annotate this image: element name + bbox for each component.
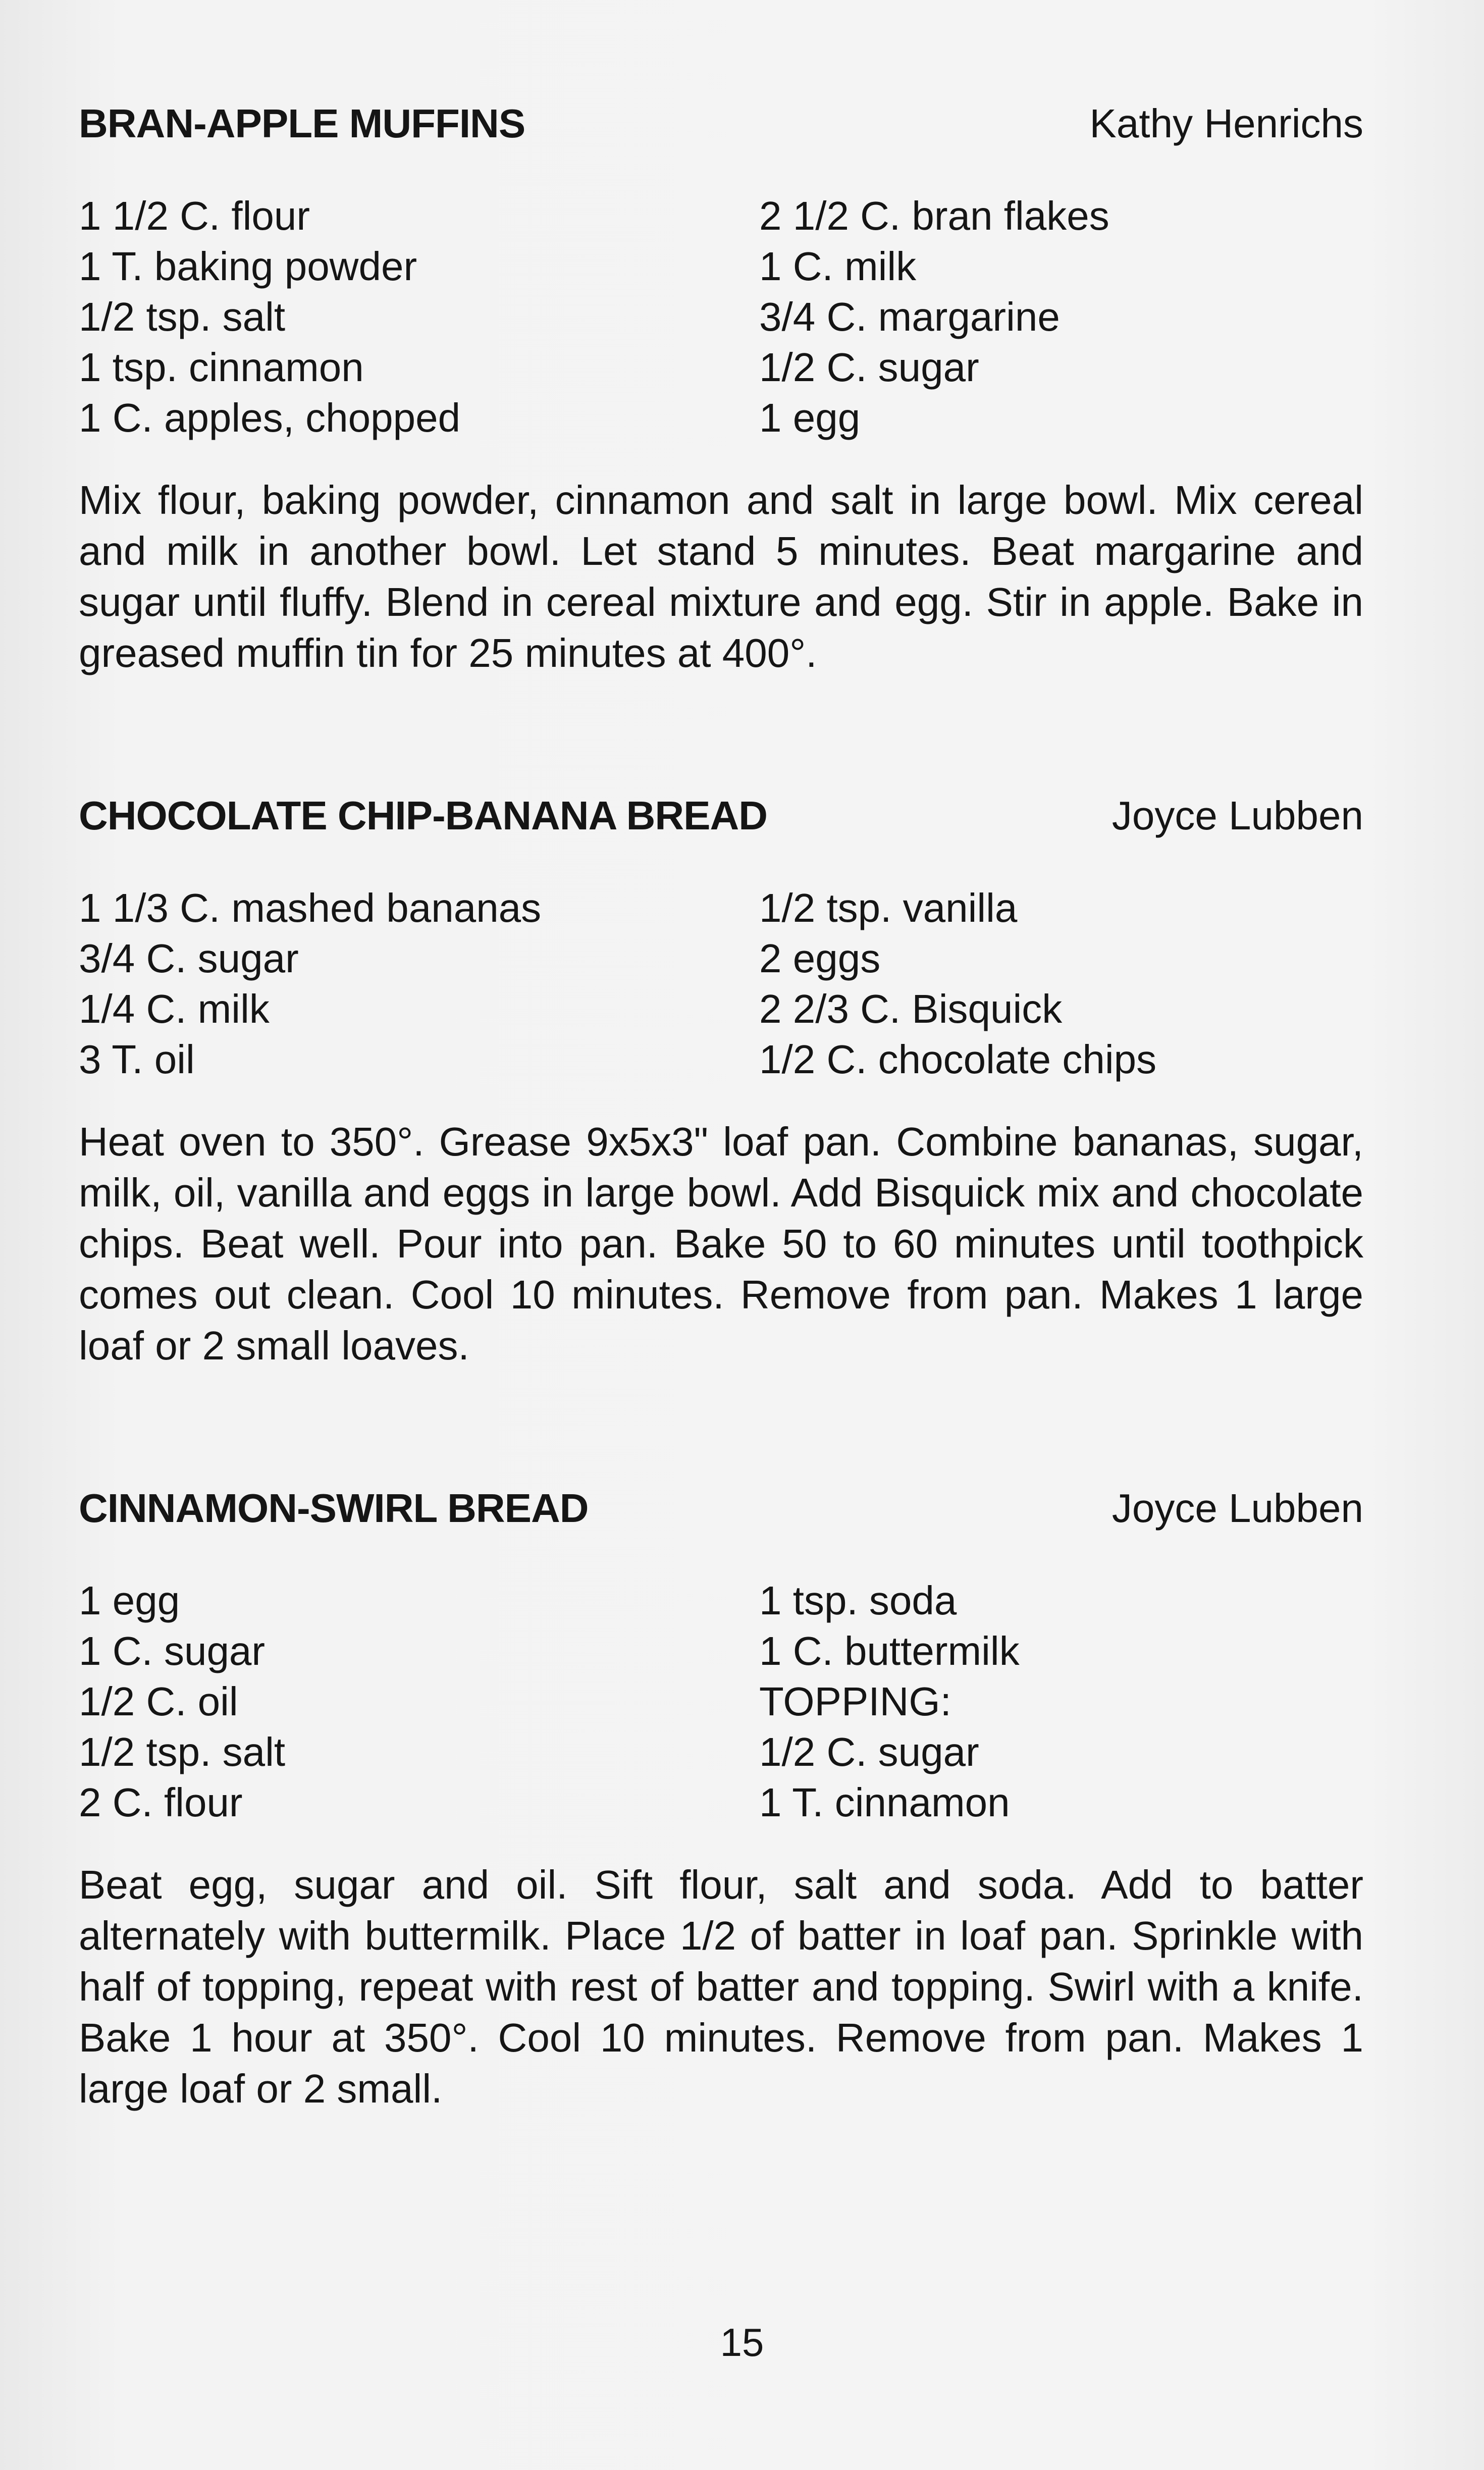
ingredient-item: 1 tsp. soda <box>759 1578 957 1623</box>
ingredient-item: 1/2 C. chocolate chips <box>759 1037 1157 1082</box>
ingredient-item: 2 2/3 C. Bisquick <box>759 986 1063 1031</box>
ingredient-item: 1/2 tsp. vanilla <box>759 885 1018 930</box>
recipe-title: CHOCOLATE CHIP-BANANA BREAD <box>79 793 768 838</box>
ingredient-item: 3/4 C. margarine <box>759 294 1060 339</box>
ingredient-item: 1/2 C. sugar <box>759 345 979 390</box>
ingredient-item: 1 1/3 C. mashed bananas <box>79 885 542 930</box>
ingredient-column-left <box>79 1575 759 1828</box>
ingredient-item: 1 C. apples, chopped <box>79 395 461 440</box>
recipe-header <box>79 1481 1363 1536</box>
ingredient-list <box>79 883 1363 1085</box>
recipe-bran-apple-muffins <box>79 96 1363 678</box>
ingredient-item: 1/2 C. oil <box>79 1679 238 1724</box>
ingredient-item: 2 eggs <box>759 936 881 981</box>
recipe-header <box>79 788 1363 844</box>
recipe-chocolate-chip-banana-bread <box>79 788 1363 1371</box>
recipe-author: Joyce Lubben <box>1111 1486 1363 1531</box>
ingredient-item: 1 egg <box>759 395 861 440</box>
ingredient-item: 1 T. baking powder <box>79 244 417 289</box>
ingredient-item: 1 egg <box>79 1578 180 1623</box>
ingredient-list <box>79 191 1363 443</box>
ingredient-item: 2 C. flour <box>79 1780 243 1825</box>
ingredient-item: 1 C. milk <box>759 244 917 289</box>
ingredient-item: 3/4 C. sugar <box>79 936 299 981</box>
ingredient-item: 1 tsp. cinnamon <box>79 345 364 390</box>
ingredient-item: 1 1/2 C. flour <box>79 193 310 238</box>
ingredient-column-right <box>759 1575 1363 1828</box>
ingredient-item: 1/4 C. milk <box>79 986 270 1031</box>
recipe-title: BRAN-APPLE MUFFINS <box>79 101 525 146</box>
ingredient-column-left <box>79 883 759 1085</box>
ingredient-column-right <box>759 883 1363 1085</box>
ingredient-item: 2 1/2 C. bran flakes <box>759 193 1109 238</box>
ingredient-item: 1/2 tsp. salt <box>79 294 286 339</box>
ingredient-item: 1 C. sugar <box>79 1628 266 1673</box>
ingredient-item: 3 T. oil <box>79 1037 195 1082</box>
ingredient-list <box>79 1575 1363 1828</box>
recipe-instructions: Mix flour, baking powder, cinnamon and salt in large bowl. Mix cereal and milk in another bowl. Let stand 5 minutes. Beat margarine and sugar until fluffy. Blend in cereal mixture and egg. Stir in apple. Bake in greased muffin tin for 25 minutes at 400°. <box>79 478 1363 675</box>
recipe-content <box>79 96 1363 2154</box>
topping-label: TOPPING: <box>759 1679 951 1724</box>
ingredient-item: 1 C. buttermilk <box>759 1628 1020 1673</box>
ingredient-item: 1/2 tsp. salt <box>79 1729 286 1774</box>
recipe-instructions: Beat egg, sugar and oil. Sift flour, salt and soda. Add to batter alternately with buttermilk. Place 1/2 of batter in loaf pan. Sprinkle with half of topping, repeat with rest of batter and topping. Swirl with a knife. Bake 1 hour at 350°. Cool 10 minutes. Remove from pan. Makes 1 large loaf or 2 small. <box>79 1862 1363 2111</box>
ingredient-column-right <box>759 191 1363 443</box>
recipe-cinnamon-swirl-bread <box>79 1481 1363 2114</box>
recipe-instructions: Heat oven to 350°. Grease 9x5x3" loaf pan. Combine bananas, sugar, milk, oil, vanilla and eggs in large bowl. Add Bisquick mix and chocolate chips. Beat well. Pour into pan. Bake 50 to 60 minutes until toothpick comes out clean. Cool 10 minutes. Remove from pan. Makes 1 large loaf or 2 small loaves. <box>79 1119 1363 1368</box>
ingredient-column-left <box>79 191 759 443</box>
ingredient-item: 1 T. cinnamon <box>759 1780 1010 1825</box>
recipe-author: Joyce Lubben <box>1111 793 1363 838</box>
recipe-header <box>79 96 1363 151</box>
recipe-title: CINNAMON-SWIRL BREAD <box>79 1486 589 1531</box>
recipe-author: Kathy Henrichs <box>1089 101 1363 146</box>
page-number: 15 <box>720 2320 764 2364</box>
ingredient-item: 1/2 C. sugar <box>759 1729 979 1774</box>
